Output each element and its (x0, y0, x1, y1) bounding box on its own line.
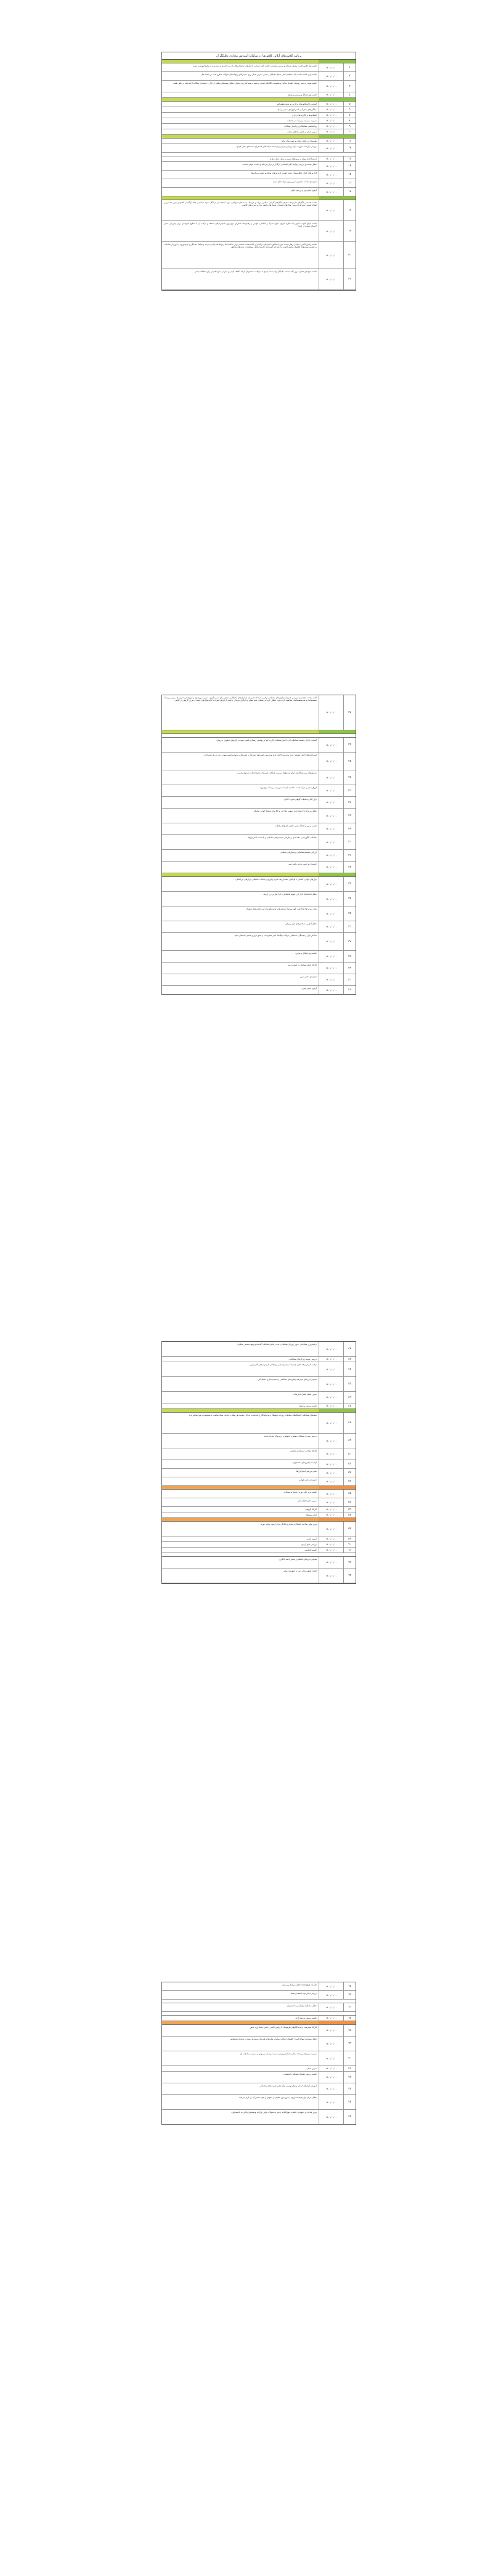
page-4 (161, 1982, 356, 2125)
table-row: ٣٠ ١٤٠١/٠٠/٠٠ معاملات الگوریتمی؛ مقدمه‌ای بر طراحی سیستم‌های معاملاتی و بک‌تست استراتژی‌ها. (162, 835, 356, 850)
table-row: ٦١ ١٤٠١/٠٠/٠٠ جلسه اختتامیه. (162, 1548, 356, 1553)
table-row: ٥٠ ١٤٠١/٠٠/٠٠ کارگاه طراحی استراتژی شخصی. (162, 1448, 356, 1460)
table-row: ٥٩ ١٤٠١/٠٠/٠٠ آزمون پایانی. (162, 1536, 356, 1542)
table-row: ٧٣ ١٤٠١/٠٠/٠٠ آموزش ابزارهای اسکنر و فیلترنویسی برای یافتن فرصت‌های معاملاتی. (162, 2083, 356, 2095)
table-row: ٩ ١٤٠١/٠٠/٠٠ روانشناسی معامله‌گری و کنترل هیجانات (162, 124, 356, 129)
table-row: ٣٩ ١٤٠١/٠٠/٠٠ کارگاه عملی معامله در حساب دمو. (162, 963, 356, 974)
table-row: ١ ١٤٠١/٠٠/٠٠ جلسه اول کلاس آنلاین؛ معرفی سامانه و بررسی مقدمات تحلیل بازار، آشنایی با ابزارها و نحوه استفاده از پنل کاربری و دسترسی به منابع آموزشی دوره. (162, 63, 356, 72)
table-row: ٤٣ ١٤٠١/٠٠/٠٠ بررسی نمونه ژورنال‌های معاملاتی. (162, 1357, 356, 1362)
table-row: ٢٨ ١٤٠١/٠٠/٠٠ تحلیل بین‌بازاری؛ ارتباط بازار سهام، طلا، ارز و کالا و اثر متقابل آنها بر یکدیگر. (162, 809, 356, 823)
document-title: برنامه کلاس‌های آنلاین کلاس‌ها در سامانه آموزش مجازی تحلیلگران (162, 52, 356, 60)
table-row: ١١ ١٤٠١/٠٠/٠٠ مقدمه‌ای بر تحلیل بنیادی و صورت‌های مالی (162, 139, 356, 144)
table-row: ٨ ١٤٠١/٠٠/٠٠ مدیریت سرمایه و ریسک در معاملات (162, 118, 356, 124)
table-row: ٥٣ ١٤٠١/٠٠/٠٠ جمع‌بندی بخش چهارم. (162, 1477, 356, 1486)
table-row: ٢٧ ١٤٠١/٠٠/٠٠ بازار کالا و معاملات گواهی سپرده کالایی. (162, 797, 356, 809)
table-row: ١٨ ١٤٠١/٠٠/٠٠ جلسه تخصصی الگوهای هارمونیک؛ معرفی الگوهای گارتلی، خفاش، پروانه و خرچنگ، نسبت‌های فیبوناچی مورد استفاده در هر الگو، نحوه شناسایی نقاط بازگشتی بالقوه و تعیین حد ضرر و اهداف قیمتی، همراه با بررسی مثال‌های متعدد از نمودارهای واقعی بازار و تمرین‌های کلاسی. (162, 200, 356, 221)
table-row: ٢٠ ١٤٠١/٠٠/٠٠ جلسه پرایس اکشن؛ خواندن رفتار قیمت بدون اندیکاتور، کندل‌های برگشتی و ادامه‌دهنده، ساختار بازار، شکست‌ها و پولبک‌ها، نواحی عرضه و تقاضا، نقدینگی و نحوه ورود و خروج از معاملات بر اساس ستاپ‌های کلاسیک پرایس اکشن و ارائه چند استراتژی کاربردی قابل استفاده در بازارهای مختلف. (162, 242, 356, 269)
table-row: ٤٢ ١٤٠١/٠٠/٠٠ برنامه‌ریزی معاملاتی؛ تدوین ژورنال معاملاتی، ثبت و تحلیل معاملات گذشته و بهبود مستمر عملکرد. (162, 1342, 356, 1357)
table-row: ٦٦ ١٤٠١/٠٠/٠٠ تحلیل نمادهای درخواستی دانشجویان. (162, 2003, 356, 2012)
table-row: ٥٥ ١٤٠١/٠٠/٠٠ تمرین جامع تحلیل بازار. (162, 1498, 356, 1507)
table-row: ٦٣ ١٤٠١/٠٠/٠٠ اهدای گواهی پایان دوره و جمع‌بندی نهایی. (162, 1569, 356, 1583)
table-row: ٣٣ ١٤٠١/٠٠/٠٠ بازارهای جهانی؛ آشنایی با فارکس، جفت‌ارزها، اسپرد و لوریج و ساعات معاملاتی بازارهای بین‌المللی. (162, 877, 356, 892)
table-row: ٣٥ ١٤٠١/٠٠/٠٠ بازار رمزارزها؛ بلاک‌چین، کیف پول‌ها، صرافی‌ها و نحوه نگهداری امن دارایی‌های دیجیتال. (162, 906, 356, 921)
table-row: ٦ ١٤٠١/٠٠/٠٠ میانگین‌های متحرک و استراتژی‌های مبتنی بر آنها (162, 107, 356, 113)
table-row: ٢٦ ١٤٠١/٠٠/٠٠ اوراق بدهی و درآمد ثابت؛ محاسبه بازده تا سررسید و ریسک نرخ بهره. (162, 785, 356, 797)
table-row: ٤٧ ١٤٠١/٠٠/٠٠ جلسه پرسش و پاسخ. (162, 1403, 356, 1409)
table-row: ٧٢ ١٤٠١/٠٠/٠٠ جلسه بررسی معاملات هفتگی دانشجویان. (162, 2072, 356, 2083)
table-row: ٥٦ ١٤٠١/٠٠/٠٠ کارگاه گروهی. (162, 1507, 356, 1512)
table-row: ٤٤ ١٤٠١/٠٠/٠٠ ترکیب تایم‌فریم‌ها؛ تحلیل چندزمانه و هم‌راستایی روندها در تایم‌فریم‌های بالا و پایین. (162, 1362, 356, 1377)
table-row: ١٥ ١٤٠١/٠٠/٠٠ گزارش‌های کدال، اطلاعیه‌ها و نحوه خواندن گزارش‌های ماهانه و فصلی شرکت‌ها. (162, 171, 356, 179)
table-row: ٧٠ ١٤٠١/٠٠/٠٠ مدیریت پیشرفته ریسک؛ محاسبه اندازه پوزیشن، نسبت ریسک به ریوارد و مدیریت معاملات باز. (162, 2051, 356, 2066)
table-row: ١٧ ١٤٠١/٠٠/٠٠ آزمون میان‌دوره و بررسی نتایج. (162, 188, 356, 196)
table-row: ٣ ١٤٠١/٠٠/٠٠ جلسه سوم؛ بررسی روندها، خطوط حمایت و مقاومت، الگوهای قیمتی و نحوه ترسیم آنها روی نمودار، تحلیل نمونه‌های واقعی از بازار و جمع‌بندی مطالب ارائه شده در طول هفته. (162, 81, 356, 92)
table-row: ٤ ١٤٠١/٠٠/٠٠ جلسه رفع اشکال و پرسش و پاسخ (162, 92, 356, 98)
table-row: ٢٣ ١٤٠١/٠٠/٠٠ آشنایی با بازار مشتقه؛ معاملات آتی، اختیار معامله و کاربرد آنها در پوشش ریسک و کسب سود در بازارهای صعودی و نزولی. (162, 738, 356, 753)
table-row: ٧٤ ١٤٠١/٠٠/٠٠ تحلیل جریان پول هوشمند؛ ورود و خروج پول حقیقی و حقوقی و نحوه تفسیر آن در بازار سرمایه. (162, 2095, 356, 2110)
table-row: ٦٥ ١٤٠١/٠٠/٠٠ بررسی اخبار مهم اقتصادی هفته. (162, 1991, 356, 2000)
table-row: ٦٩ ١٤٠١/٠٠/٠٠ تحلیل پیشرفته امواج الیوت؛ الگوهای اصلاحی پیچیده، مثلث‌ها و فلت‌ها و شمارش موج در شرایط نامشخص. (162, 2037, 356, 2051)
table-row: ٤٨ ١٤٠١/٠٠/٠٠ سبک‌های معاملاتی؛ اسکالپینگ، معاملات روزانه، سوئینگ و سرمایه‌گذاری بلندمدت، مزایا و معایب هر سبک و انتخاب سبک مناسب با شخصیت و شرایط هر فرد. (162, 1413, 356, 1434)
table-row: ١٤ ١٤٠١/٠٠/٠٠ تحلیل صنعت و بررسی عوامل کلان اقتصادی اثرگذار بر بازار سرمایه و انتخاب سهام مناسب. (162, 162, 356, 171)
table-row: ٣١ ١٤٠١/٠٠/٠٠ ارزیابی سیستم معاملاتی و معیارهای عملکرد. (162, 850, 356, 862)
table-row: ٢٢ ١٤٠١/٠٠/٠٠ ادامه مباحث تخصصی؛ بررسی جامع استراتژی‌های معاملاتی ترکیبی، استفاده هم‌زمان از ابزارهای تکنیکال و بنیادی برای تصمیم‌گیری، مدیریت پورتفوی و تنوع‌بخشی دارایی‌ها، بررسی ریسک سیستماتیک و غیرسیستماتیک، محاسبه بازده مورد انتظار، ارزیابی عملکرد سبد سهام و بازنگری دوره‌ای ترکیب دارایی‌ها، همراه با ارائه مثال‌های متعدد و تمرین گروهی در کلاس. (162, 695, 356, 730)
table-row: ٧٥ ١٤٠١/٠٠/٠٠ مرور مباحث و جمع‌بندی جلسات فوق‌العاده، پاسخ به سوالات نهایی و ارائه توصیه‌های پایانی به دانشجویان. (162, 2110, 356, 2125)
table-row: ١٦ ١٤٠١/٠٠/٠٠ جمع‌بندی مباحث بنیادی و تمرین روی شرکت‌های نمونه. (162, 179, 356, 188)
table-row: ٧ ١٤٠١/٠٠/٠٠ اسیلاتورها و واگرایی‌ها در بازار (162, 113, 356, 118)
table-row: ٦٠ ١٤٠١/٠٠/٠٠ بررسی نتایج آزمون. (162, 1542, 356, 1548)
table-row: ٤٩ ١٤٠١/٠٠/٠٠ بررسی موردی معاملات موفق و ناموفق و درس‌های آموخته شده. (162, 1434, 356, 1448)
table-row: ٣٤ ١٤٠١/٠٠/٠٠ تحلیل فاندامنتال بازار ارز؛ تقویم اقتصادی و اثر اخبار بر نرخ ارزها. (162, 892, 356, 906)
table-row: ٢١ ١٤٠١/٠٠/٠٠ جلسه جمع‌بندی فصل؛ مرور کلیه مباحث تکنیکال ارائه شده، پاسخ به سوالات دانشجویان، ارائه تکالیف پایانی و معرفی منابع تکمیلی برای مطالعه بیشتر. (162, 269, 356, 290)
table-row: ٥٧ ١٤٠١/٠٠/٠٠ ارائه پروژه‌ها. (162, 1512, 356, 1518)
table-row: ٤٠ ١٤٠١/٠٠/٠٠ جمع‌بندی بخش سوم. (162, 974, 356, 986)
table-row: ٧١ ١٤٠١/٠٠/٠٠ تمرین عملی. (162, 2066, 356, 2072)
table-row: ١٩ ١٤٠١/٠٠/٠٠ جلسه امواج الیوت؛ اصول پایه نظریه امواج، امواج محرک و اصلاحی، قوانین و رهنمودها، شمارش موج روی تایم‌فریم‌های مختلف و ترکیب آن با سطوح فیبوناچی برای پیش‌بینی مسیر احتمالی قیمت در آینده. (162, 221, 356, 242)
table-row: ٥٢ ١٤٠١/٠٠/٠٠ نقد و بررسی استراتژی‌ها. (162, 1469, 356, 1477)
table-row: ٤٥ ١٤٠١/٠٠/٠٠ معرفی ابزارهای پیشرفته پلتفرم‌های معاملاتی و شخصی‌سازی محیط کار. (162, 1377, 356, 1392)
table-row: ٢٩ ١٤٠١/٠٠/٠٠ جلسه تمرین و کارگاه عملی تحلیل بازارهای مختلف. (162, 823, 356, 835)
table-row: ٦٢ ١٤٠١/٠٠/٠٠ معرفی دوره‌های تکمیلی و مسیر ادامه یادگیری. (162, 1557, 356, 1569)
table-row: ٢٥ ١٤٠١/٠٠/٠٠ صندوق‌های سرمایه‌گذاری؛ انواع صندوق‌ها، بررسی عملکرد، هزینه‌ها و نحوه انتخاب صندوق مناسب. (162, 770, 356, 785)
table-row: ٥ ١٤٠١/٠٠/٠٠ آشنایی با اندیکاتورهای پرکاربرد و نحوه تنظیم آنها (162, 102, 356, 107)
page-3 (161, 1341, 356, 1584)
table-row: ٤٦ ١٤٠١/٠٠/٠٠ تمرین عملی تحلیل چندزمانه. (162, 1392, 356, 1403)
table-row: ١٠ ١٤٠١/٠٠/٠٠ تمرین عملی و تحلیل نمادهای منتخب (162, 129, 356, 135)
table-row: ٢٤ ١٤٠١/٠٠/٠٠ استراتژی‌های اختیار معامله؛ خرید و فروش اختیار خرید و فروش، اسپردها، استرادل و استرنگل و نحوه محاسبه سود و زیان در هر استراتژی. (162, 753, 356, 770)
table-row: ٦٧ ١٤٠١/٠٠/٠٠ جلسه پرسش و پاسخ آزاد. (162, 2016, 356, 2021)
table-row: ٢ ١٤٠١/٠٠/٠٠ جلسه دوم؛ ادامه مباحث پایه، مفاهیم اصلی تحلیل تکنیکال و بنیادی، تمرین عملی روی نمودارها و رفع اشکال سوالات مطرح شده در جلسه قبل. (162, 72, 356, 81)
table-row: ٥٨ ١٤٠١/٠٠/٠٠ مرور نهایی مباحث تکنیکال و بنیادی و آمادگی برای آزمون پایانی دوره. (162, 1522, 356, 1536)
table-row: ٣٧ ١٤٠١/٠٠/٠٠ ساختار بازار و نقدینگی؛ شناسایی حرکات نهنگ‌ها، دفتر سفارشات و عمق بازار و تفسیر داده‌های حجم. (162, 933, 356, 951)
table-row: ٥٤ ١٤٠١/٠٠/٠٠ جلسه مرور کلی دوره و پاسخ به سوالات. (162, 1490, 356, 1498)
table-row: ١٢ ١٤٠١/٠٠/٠٠ بررسی ترازنامه، صورت سود و زیان و جریان وجوه نقد شرکت‌ها و استخراج نسبت‌های مالی کلیدی. (162, 144, 356, 153)
page-2 (161, 695, 356, 995)
table-row: ١٣ ١٤٠١/٠٠/٠٠ ارزش‌گذاری سهام به روش‌های نسبی و تنزیل جریان نقدی (162, 156, 356, 162)
table-row: ٦٨ ١٤٠١/٠٠/٠٠ کارگاه پیشرفته؛ ترکیب الگوهای هارمونیک با پرایس اکشن و تعیین نقاط ورود دقیق. (162, 2025, 356, 2037)
table-row: ٥١ ١٤٠١/٠٠/٠٠ ارائه استراتژی‌های دانشجویان. (162, 1460, 356, 1469)
table-row: ٤١ ١٤٠١/٠٠/٠٠ آزمون بخش سوم. (162, 986, 356, 995)
table-row: ٦٤ ١٤٠١/٠٠/٠٠ جلسات فوق‌العاده؛ تحلیل شرایط روز بازار. (162, 1982, 356, 1991)
table-row: ٣٢ ١٤٠١/٠٠/٠٠ جمع‌بندی و آزمون پایانی بخش دوم. (162, 862, 356, 873)
table-row: ٣٦ ١٤٠١/٠٠/٠٠ تحلیل آنچین و شاخص‌های بازار رمزارز. (162, 921, 356, 933)
page-1 (161, 52, 356, 291)
table-row: ٣٨ ١٤٠١/٠٠/٠٠ جلسه رفع اشکال و تمرین. (162, 951, 356, 963)
